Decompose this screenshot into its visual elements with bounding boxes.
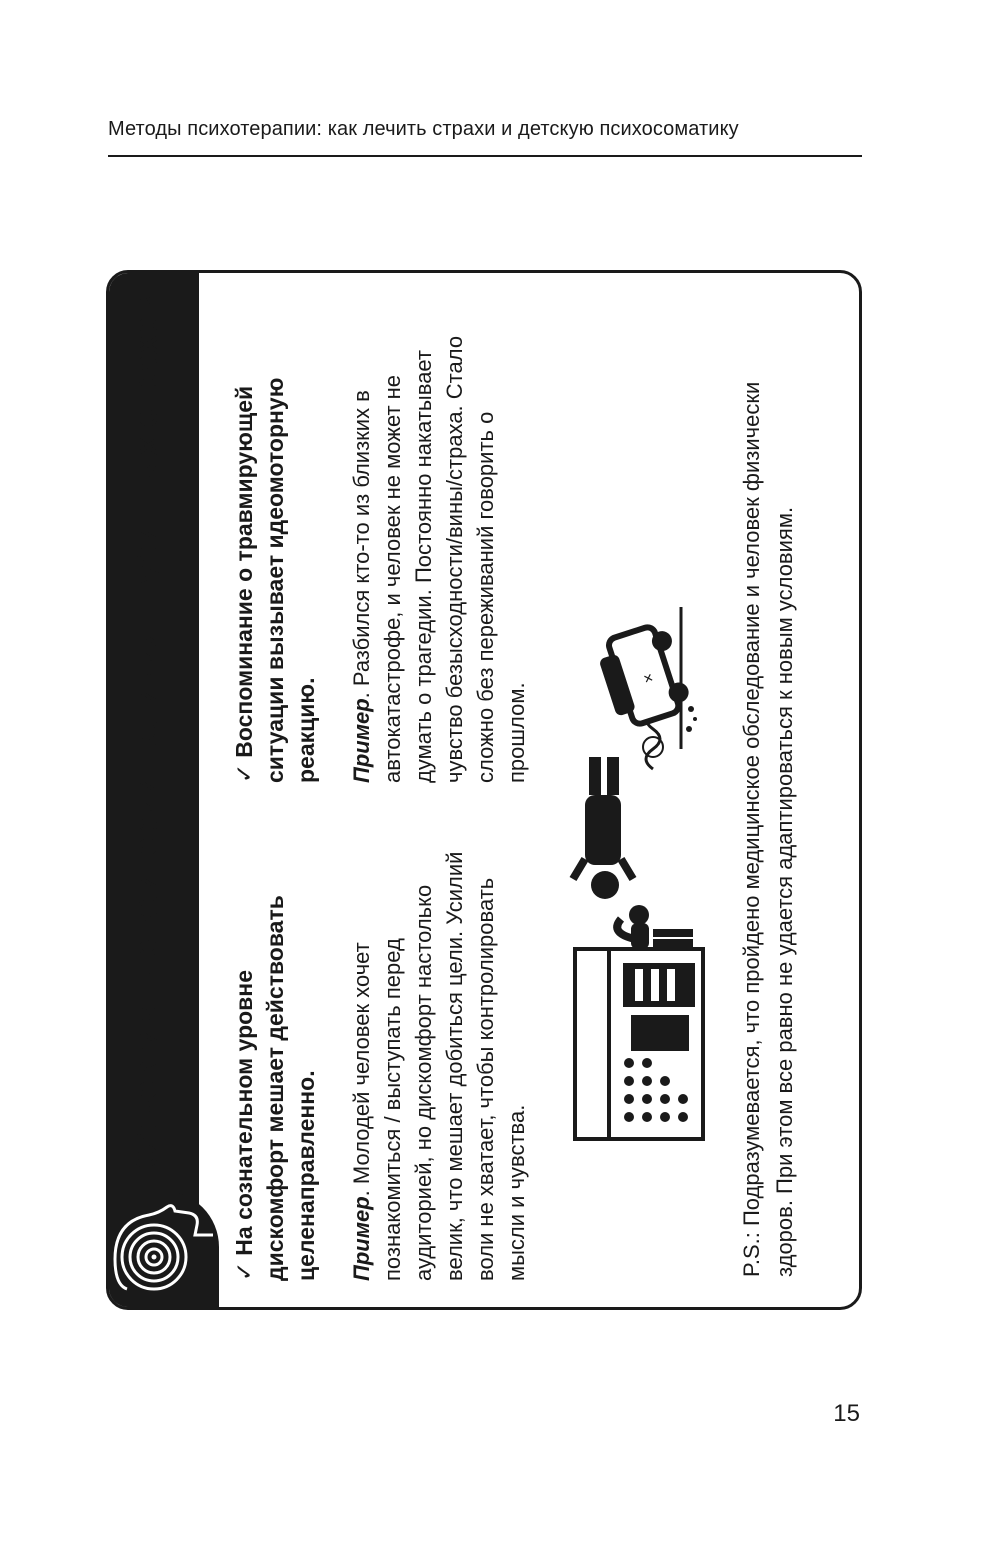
criterion-2-text: Воспоминание о травмирующей ситуации вызывает идеомоторную реакцию. (231, 377, 319, 783)
criterion-column-1 (229, 841, 532, 1281)
criterion-1 (229, 841, 322, 1281)
running-header: Методы психотерапии: как лечить страхи и детскую психосоматику (108, 118, 739, 140)
page-number: 15 (833, 1400, 860, 1427)
ps-note: P.S.: Подразумевается, что пройдено медицинское обследование и человек физически здоров. При этом все равно не удается адаптироваться к новым условиям. (739, 381, 797, 1277)
criterion-1-text: На сознательном уровне дискомфорт мешает действовать целенаправленно. (231, 895, 319, 1281)
example-2-text: . Разбился кто-то из близких в автокатастрофе, и человек не может не думать о трагедии. Постоянно накатывает чувство безысходности/вины/страха. Стало сложно без переживаний говорить о прошлом. (349, 335, 529, 783)
example-1-label: Пример (349, 1196, 374, 1281)
checkmark-icon: ✓ (231, 763, 257, 783)
example-1-text: . Молодей человек хочет познакомиться / выступать перед аудиторией, но дискомфорт настолько велик, что мешает добиться цели. Усилий воли не хватает, чтобы контролировать мысли и чувства. (349, 851, 529, 1281)
example-2-label: Пример (349, 698, 374, 783)
header-rule (108, 155, 862, 157)
card-title: Объективные критерии наличия глубинных страхов (127, 295, 164, 1169)
person-near-crashed-car-icon (549, 599, 709, 919)
head-spiral-icon (109, 1191, 219, 1307)
example-2 (346, 313, 532, 783)
info-card (106, 270, 862, 1310)
speaker-at-podium-icon (569, 897, 709, 1147)
criterion-column-2 (229, 313, 532, 783)
example-1 (346, 841, 532, 1281)
criterion-2 (229, 313, 322, 783)
title-icon-wrap (109, 1191, 219, 1307)
card-content (109, 273, 859, 1307)
checkmark-icon: ✓ (231, 1261, 257, 1281)
svg-text:✕: ✕ (640, 671, 657, 685)
